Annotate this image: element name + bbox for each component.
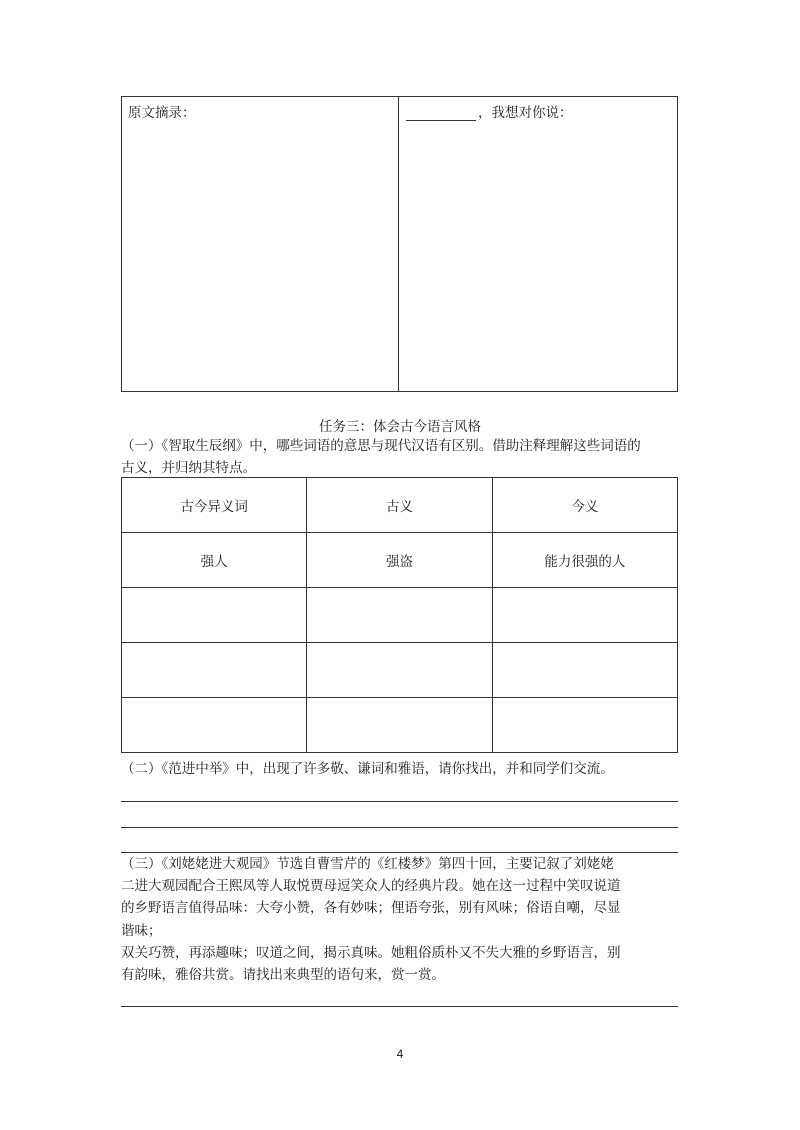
table-cell[interactable] (122, 588, 307, 643)
column-divider (398, 97, 399, 391)
question-3-line: 二进大观园配合王熙凤等人取悦贾母逗笑众人的经典片段。她在这一过程中笑叹说道 (121, 878, 621, 895)
question-3-line: 谐味； (121, 922, 162, 939)
table-cell: 强盗 (307, 533, 492, 588)
table-cell[interactable] (122, 643, 307, 698)
answer-line[interactable] (121, 801, 678, 802)
table-cell[interactable] (122, 698, 307, 753)
table-cell[interactable] (307, 643, 492, 698)
question-1-line: （一）《智取生辰纲》中，哪些词语的意思与现代汉语有区别。借助注释理解这些词语的 (121, 438, 641, 454)
question-1 (121, 435, 681, 479)
section-title: 任务三：体会古今语言风格 (319, 419, 481, 435)
table-cell: 能力很强的人 (492, 533, 677, 588)
table-cell: 强人 (122, 533, 307, 588)
table-cell[interactable] (307, 588, 492, 643)
name-blank[interactable] (406, 106, 476, 121)
table-cell[interactable] (492, 698, 677, 753)
excerpt-label: 原文摘录： (128, 105, 196, 121)
table-row (122, 533, 678, 588)
message-label (406, 101, 573, 121)
table-row (122, 643, 678, 698)
table-cell[interactable] (492, 643, 677, 698)
excerpt-box (121, 96, 678, 392)
question-3 (121, 853, 681, 986)
header-cell: 古义 (307, 478, 492, 533)
question-3-line: 双关巧赞，再添趣味；叹道之间，揭示真味。她粗俗质朴又不失大雅的乡野语言，别 (121, 944, 621, 961)
question-2: （二）《范进中举》中，出现了许多敬、谦词和雅语，请你找出，并和同学们交流。 (121, 761, 614, 777)
question-3-line: 的乡野语言值得品味：大夸小赞，各有妙味；俚语夸张，别有风味；俗语自嘲，尽显 (121, 900, 621, 917)
question-1-line: 古义，并归纳其特点。 (121, 460, 256, 476)
table-row (122, 588, 678, 643)
header-cell: 古今异义词 (122, 478, 307, 533)
question-3-line: 有韵味，雅俗共赏。请找出来典型的语句来，赏一赏。 (121, 967, 445, 984)
message-label-text: ，我想对你说： (478, 105, 573, 121)
word-meaning-table (121, 477, 678, 753)
table-row (122, 698, 678, 753)
header-cell: 今义 (492, 478, 677, 533)
question-3-line: （三）《刘姥姥进大观园》节选自曹雪芹的《红楼梦》第四十回，主要记叙了刘姥姥 (121, 856, 614, 872)
answer-line[interactable] (121, 827, 678, 828)
table-cell[interactable] (492, 588, 677, 643)
page-number: 4 (396, 1047, 404, 1061)
answer-line[interactable] (121, 1006, 678, 1007)
table-cell[interactable] (307, 698, 492, 753)
table-header-row (122, 478, 678, 533)
